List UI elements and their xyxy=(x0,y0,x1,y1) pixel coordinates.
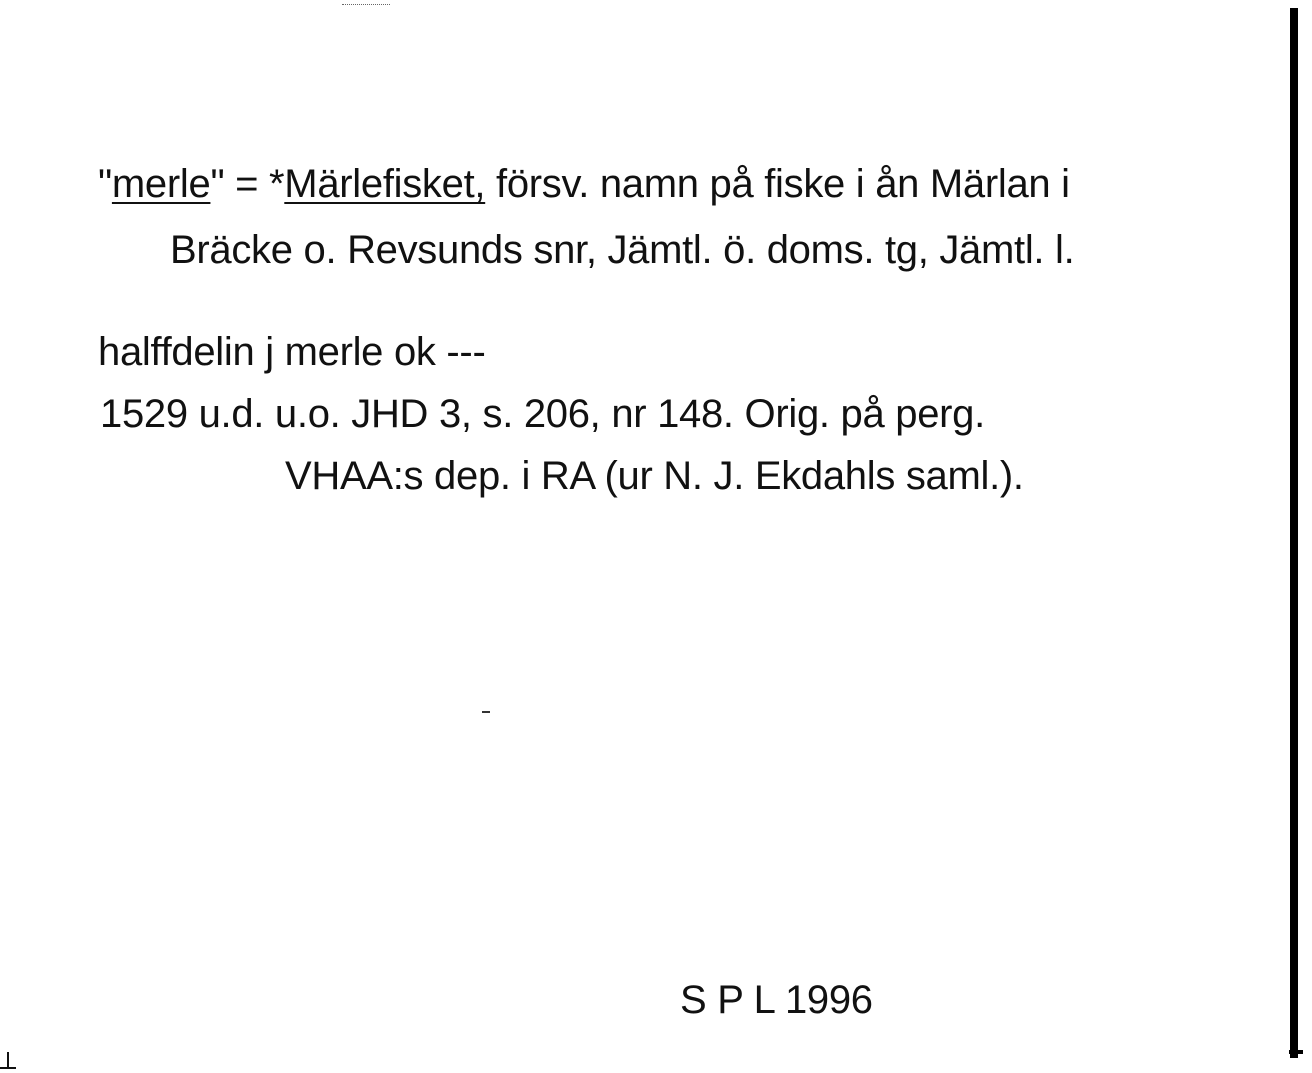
headword-quote-open: " xyxy=(98,162,112,206)
crop-mark xyxy=(0,1052,16,1070)
source-line-2: VHAA:s dep. i RA (ur N. J. Ekdahls saml.). xyxy=(285,454,1024,498)
headword-line xyxy=(98,160,1070,208)
source-line-1: 1529 u.d. u.o. JHD 3, s. 206, nr 148. Orig. på perg. xyxy=(100,392,985,436)
card-edge-tick xyxy=(1289,1050,1303,1054)
scan-artifact xyxy=(342,4,390,7)
scan-artifact-dot xyxy=(482,711,490,713)
headword-quote-close: " xyxy=(210,162,225,206)
place-name: Märlefisket, xyxy=(284,162,486,206)
headword-description: försv. namn på fiske i ån Märlan i xyxy=(485,162,1070,206)
signature: S P L 1996 xyxy=(680,978,873,1022)
card-edge-border xyxy=(1290,8,1298,1058)
location-line: Bräcke o. Revsunds snr, Jämtl. ö. doms. tg, Jämtl. l. xyxy=(170,228,1075,272)
headword-equals: = * xyxy=(224,162,285,206)
headword-term: merle xyxy=(111,162,211,206)
quote-text: halffdelin j merle ok --- xyxy=(98,330,486,374)
